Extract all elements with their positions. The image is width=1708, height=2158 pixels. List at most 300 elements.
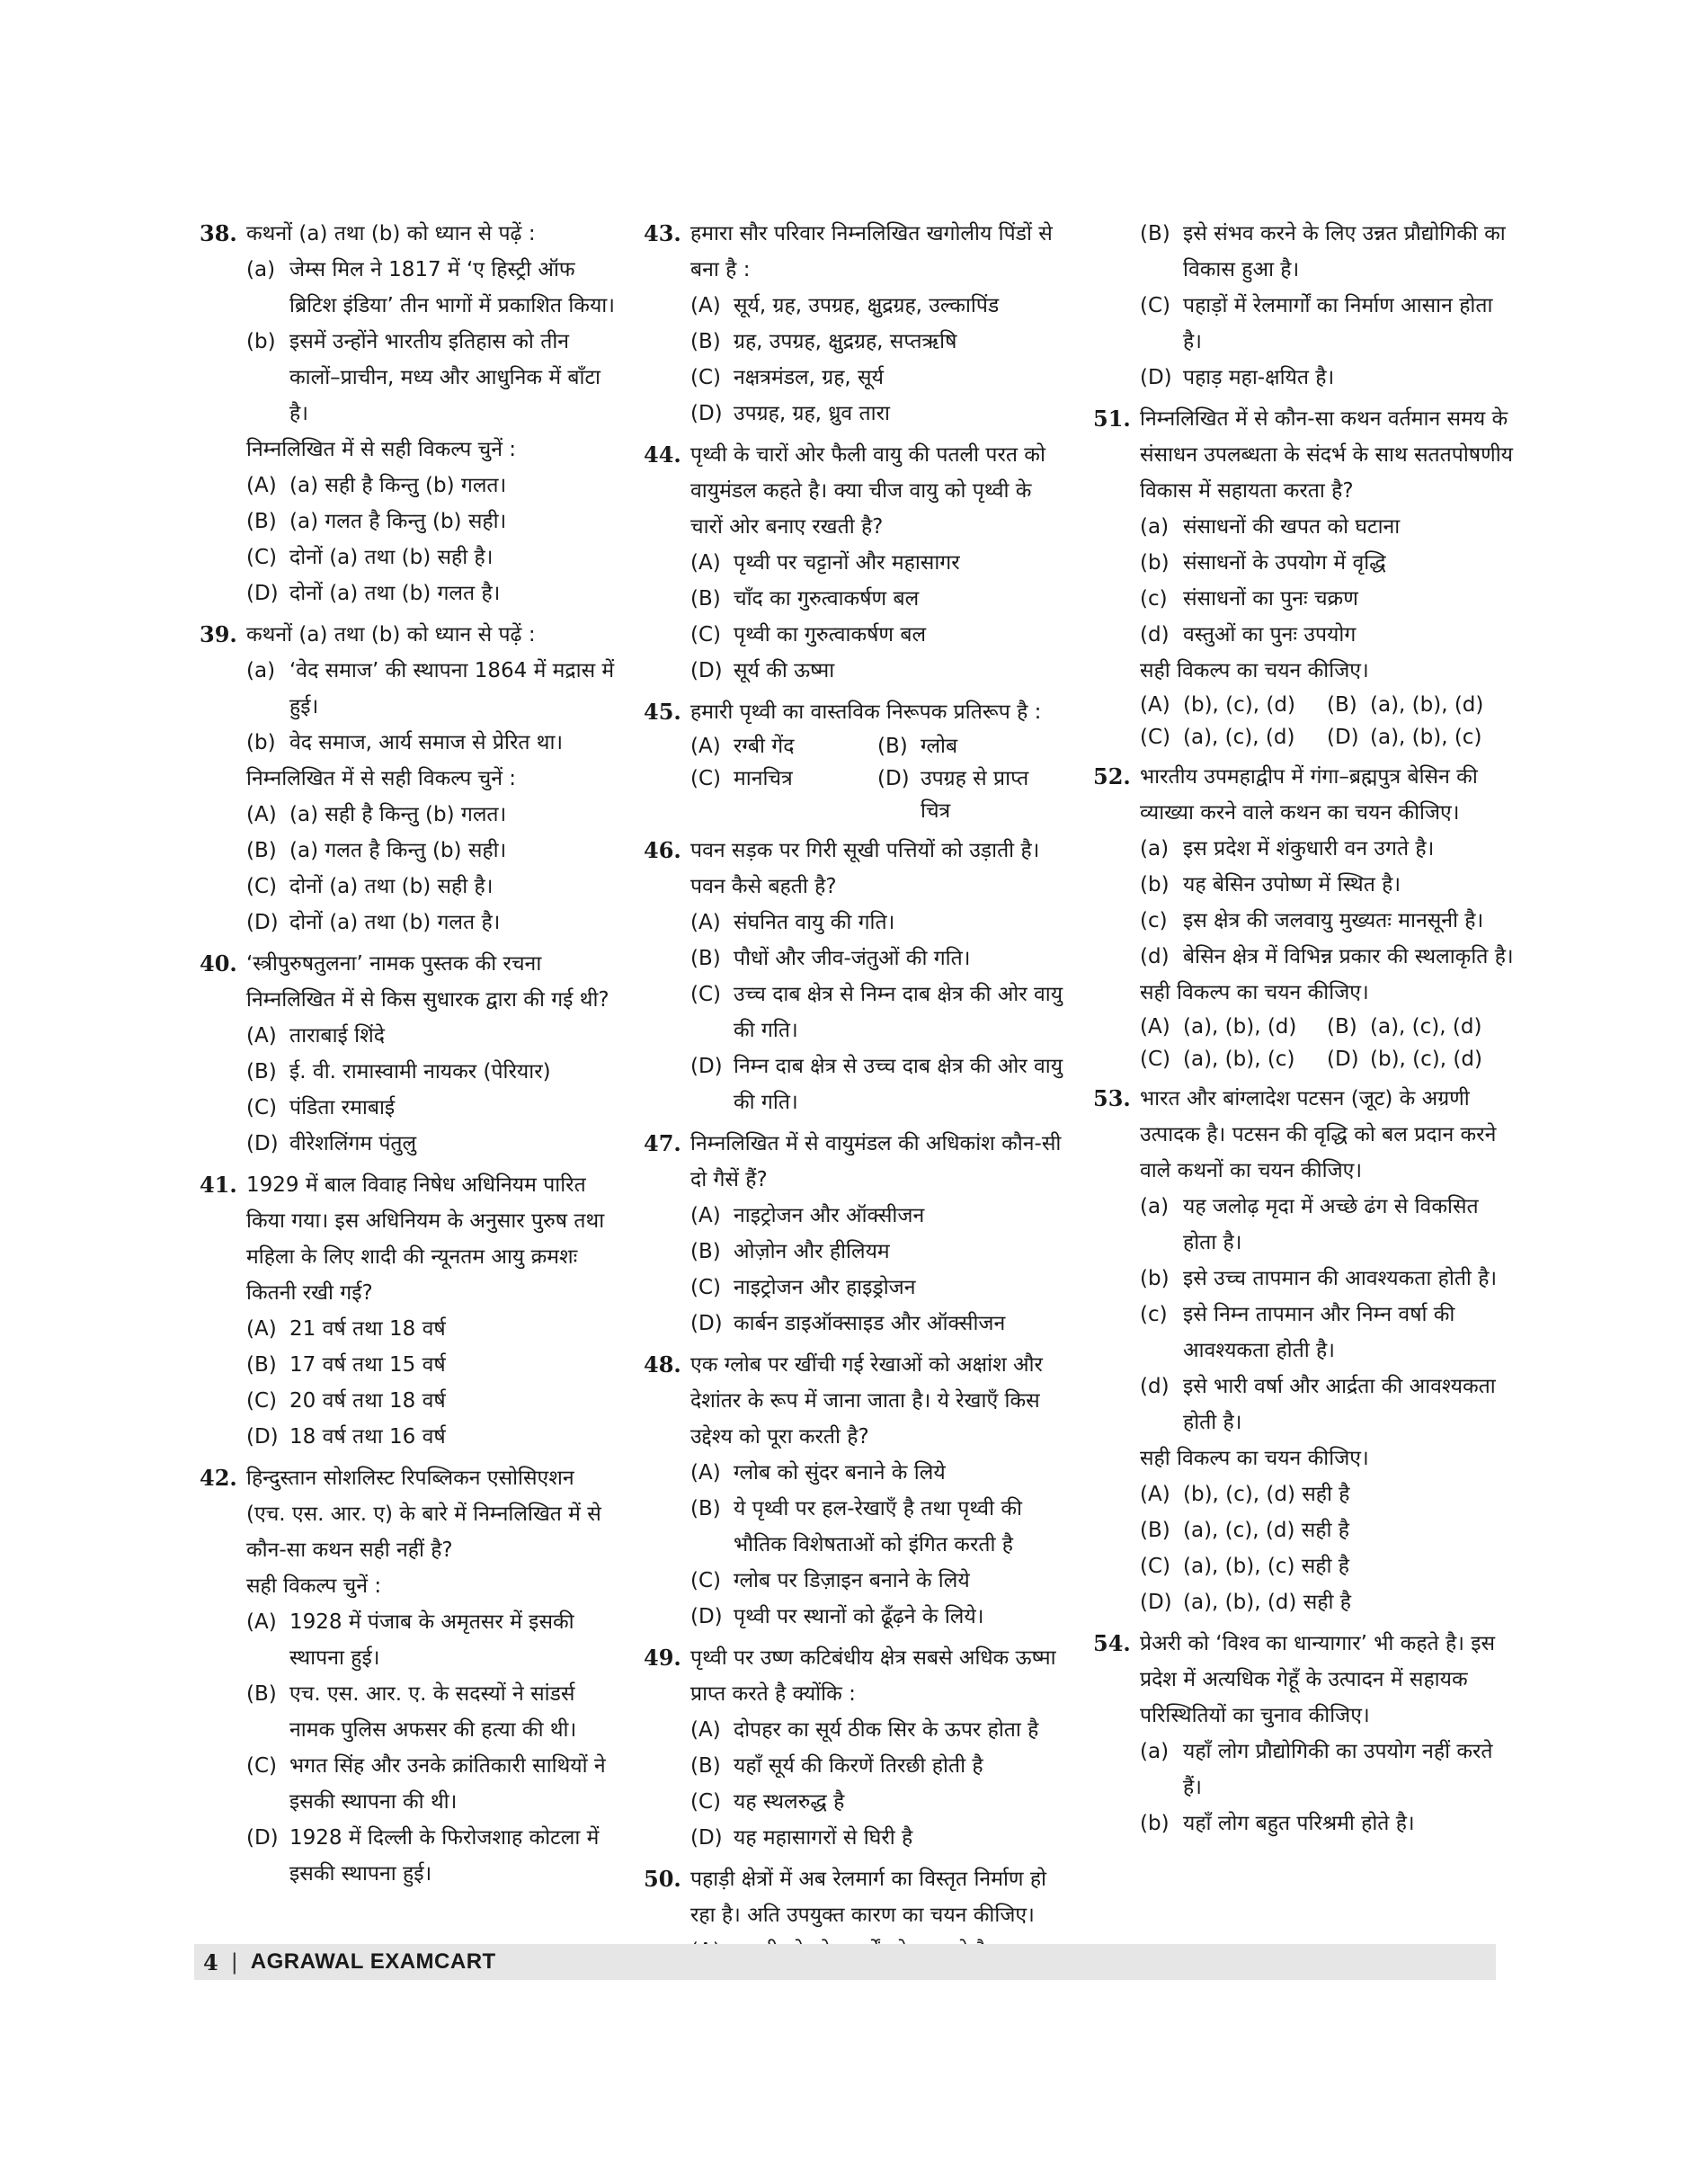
statement-label: (b) <box>246 731 276 754</box>
option-text: ग्लोब <box>921 735 958 758</box>
instruction: सही विकल्प का चयन कीजिए। <box>1140 1447 1369 1470</box>
column-1 <box>200 216 615 1897</box>
question-47 <box>644 1126 1064 1342</box>
option <box>690 617 1064 653</box>
option-text: 1928 में दिल्ली के फिरोजशाह कोटला में इसकी स्थापना हुई। <box>289 1826 600 1886</box>
option-label: (A) <box>690 735 721 758</box>
option-text: पृथ्वी पर चट्टानों और महासागर <box>734 551 960 575</box>
question-42 <box>200 1460 615 1892</box>
option <box>1140 1011 1327 1043</box>
question-text: पृथ्वी पर उष्ण कटिबंधीय क्षेत्र सबसे अधिक ऊष्मा प्राप्त करते है क्योंकि : <box>690 1646 1056 1706</box>
question-text: निम्नलिखित में से वायुमंडल की अधिकांश कौन-सी दो गैसें हैं? <box>690 1132 1062 1191</box>
option-text: (a), (b), (d) <box>1370 693 1484 717</box>
option-label: (C) <box>690 623 722 647</box>
option-label: (A) <box>690 1718 721 1742</box>
statement-text: ‘वेद समाज’ की स्थापना 1864 में मद्रास में हुई। <box>289 659 615 718</box>
option-text: 21 वर्ष तथा 18 वर्ष <box>289 1317 446 1341</box>
option <box>690 1198 1064 1234</box>
option <box>690 581 1064 617</box>
brand-logo-text: AGRAWAL EXAMCART <box>250 1949 496 1974</box>
option-label: (A) <box>1140 1483 1170 1506</box>
option-text: दोनों (a) तथा (b) सही है। <box>289 875 494 898</box>
option-label: (C) <box>246 1389 278 1413</box>
option <box>877 762 1064 827</box>
option-label: (B) <box>690 1240 721 1263</box>
question-54 <box>1093 1626 1514 1841</box>
option-label: (A) <box>690 911 721 934</box>
question-46 <box>644 833 1064 1120</box>
option-text: निम्न दाब क्षेत्र से उच्च दाब क्षेत्र की ओर वायु की गति। <box>734 1055 1063 1114</box>
option-text: दोपहर का सूर्य ठीक सिर के ऊपर होता है <box>734 1718 1039 1742</box>
option <box>246 1383 615 1419</box>
option-label: (B) <box>1327 693 1357 717</box>
question-number: 43. <box>644 220 681 246</box>
statement-label: (b) <box>1140 1267 1170 1290</box>
option <box>1140 1512 1514 1548</box>
option <box>246 1126 615 1162</box>
option-text: यहाँ सूर्य की किरणें तिरछी होती है <box>734 1754 983 1778</box>
statement <box>1140 903 1514 939</box>
option-label: (D) <box>246 582 279 605</box>
option-text: ये पृथ्वी पर हल-रेखाएँ है तथा पृथ्वी की भौतिक विशेषताओं को इंगित करती है <box>734 1497 1022 1556</box>
statement-label: (a) <box>1140 1195 1170 1218</box>
statement <box>1140 1734 1514 1806</box>
option-label: (C) <box>690 983 722 1006</box>
statement-text: संसाधनों का पुनः चक्रण <box>1183 587 1358 611</box>
option-label: (B) <box>877 735 908 758</box>
option-text: (a), (c), (d) <box>1183 726 1295 749</box>
option <box>246 1347 615 1383</box>
question-51 <box>1093 401 1514 754</box>
option-label: (B) <box>246 839 277 862</box>
option-text: पृथ्वी का गुरुत्वाकर्षण बल <box>734 623 927 647</box>
options-grid <box>690 730 1064 827</box>
question-text: कथनों (a) तथा (b) को ध्यान से पढ़ें : <box>246 222 536 245</box>
option-label: (A) <box>1140 693 1170 717</box>
option-label: (D) <box>690 1605 723 1628</box>
column-3 <box>1093 216 1514 1847</box>
option-text: नाइट्रोजन और हाइड्रोजन <box>734 1276 916 1299</box>
statement-label: (a) <box>1140 837 1170 861</box>
option <box>1140 1584 1514 1620</box>
option-label: (D) <box>246 1425 279 1449</box>
option-label: (A) <box>690 551 721 575</box>
statement-text: इसे भारी वर्षा और आर्द्रता की आवश्यकता होती है। <box>1183 1375 1496 1434</box>
statement-text: इस प्रदेश में शंकुधारी वन उगते है। <box>1183 837 1435 861</box>
statement-text: बेसिन क्षेत्र में विभिन्न प्रकार की स्थलाकृति है। <box>1183 945 1514 968</box>
option <box>690 730 877 762</box>
option-text: कार्बन डाइऑक्साइड और ऑक्सीजन <box>734 1312 1006 1335</box>
question-number: 40. <box>200 950 237 976</box>
option <box>246 540 615 575</box>
option <box>690 1306 1064 1342</box>
option-text: उपग्रह, ग्रह, ध्रुव तारा <box>734 402 890 425</box>
option <box>246 797 615 833</box>
option <box>1140 721 1327 754</box>
option <box>246 1820 615 1892</box>
option-text: इसे संभव करने के लिए उन्नत प्रौद्योगिकी का विकास हुआ है। <box>1183 222 1506 281</box>
question-text: कथनों (a) तथा (b) को ध्यान से पढ़ें : <box>246 623 536 647</box>
question-38 <box>200 216 615 611</box>
statement-text: यह जलोढ़ मृदा में अच्छे ढंग से विकसित होता है। <box>1183 1195 1479 1254</box>
option <box>246 575 615 611</box>
option <box>690 1491 1064 1563</box>
option <box>690 1820 1064 1856</box>
option-label: (D) <box>1327 726 1359 749</box>
instruction: निम्नलिखित में से सही विकल्प चुनें : <box>246 438 517 461</box>
option-label: (B) <box>246 1060 277 1083</box>
option-label: (C) <box>690 1569 722 1592</box>
option <box>1327 1043 1514 1075</box>
question-number: 47. <box>644 1130 681 1156</box>
option-label: (C) <box>246 1096 278 1119</box>
statement <box>1140 1369 1514 1440</box>
statement-text: इस क्षेत्र की जलवायु मुख्यतः मानसूनी है। <box>1183 909 1484 932</box>
option-label: (A) <box>246 1317 277 1341</box>
option <box>690 324 1064 360</box>
option-label: (B) <box>690 1754 721 1778</box>
option-label: (D) <box>1140 1591 1172 1614</box>
option-label: (C) <box>690 1790 722 1814</box>
option-text: ताराबाई शिंदे <box>289 1024 385 1048</box>
statement <box>1140 545 1514 581</box>
question-text: एक ग्लोब पर खींची गई रेखाओं को अक्षांश और देशांतर के रूप में जाना जाता है। ये रेखाएँ किस उद्देश्य को पूरा करती है? <box>690 1353 1043 1449</box>
option-text: ओज़ोन और हीलियम <box>734 1240 890 1263</box>
option-text: पौधों और जीव-जंतुओं की गति। <box>734 947 971 970</box>
instruction: सही विकल्प का चयन कीजिए। <box>1140 981 1369 1004</box>
option <box>246 1604 615 1676</box>
option <box>246 1419 615 1455</box>
column-2 <box>644 216 1064 1975</box>
option-text: मानचित्र <box>734 767 793 790</box>
statement <box>1140 1189 1514 1261</box>
option-label: (A) <box>690 294 721 317</box>
question-number: 38. <box>200 220 237 246</box>
question-45 <box>644 694 1064 827</box>
option-label: (D) <box>690 1312 723 1335</box>
option-label: (D) <box>1140 366 1172 389</box>
option-text: वीरेशलिंगम पंतुलु <box>289 1132 417 1155</box>
page-footer <box>194 1944 1496 1980</box>
question-text: भारत और बांग्लादेश पटसन (जूट) के अग्रणी उत्पादक है। पटसन की वृद्धि को बल प्रदान करने वाले कथनों का चयन कीजिए। <box>1140 1087 1497 1182</box>
question-text: हमारा सौर परिवार निम्नलिखित खगोलीय पिंडों से बना है : <box>690 222 1053 281</box>
option-label: (C) <box>246 875 278 898</box>
statement <box>1140 581 1514 617</box>
option-text: ई. वी. रामास्वामी नायकर (पेरियार) <box>289 1060 551 1083</box>
option-label: (D) <box>246 1826 279 1850</box>
option-text: दोनों (a) तथा (b) गलत है। <box>289 911 501 934</box>
statement-text: यह बेसिन उपोष्ण में स्थित है। <box>1183 873 1401 896</box>
option-text: पहाड़ महा-क्षयित है। <box>1183 366 1335 389</box>
option <box>246 1676 615 1748</box>
option-text: दोनों (a) तथा (b) गलत है। <box>289 582 501 605</box>
statement-label: (d) <box>1140 945 1170 968</box>
option <box>690 762 877 827</box>
option-text: (a), (b), (c) सही है <box>1183 1555 1349 1578</box>
option-label: (C) <box>1140 726 1171 749</box>
statement-label: (b) <box>246 330 276 353</box>
question-text: पहाड़ी क्षेत्रों में अब रेलमार्ग का विस्तृत निर्माण हो रहा है। अति उपयुक्त कारण का चयन कीजिए। <box>690 1868 1047 1927</box>
statement-text: वेद समाज, आर्य समाज से प्रेरित था। <box>289 731 564 754</box>
option <box>1140 360 1514 396</box>
option-label: (C) <box>690 1276 722 1299</box>
question-text: हिन्दुस्तान सोशलिस्ट रिपब्लिकन एसोसिएशन (एच. एस. आर. ए) के बारे में निम्नलिखित में से कौन-सा कथन सही नहीं है? <box>246 1467 601 1562</box>
option-label: (A) <box>690 1204 721 1227</box>
statement <box>246 653 615 725</box>
question-text: प्रेअरी को ‘विश्व का धान्यागार’ भी कहते है। इस प्रदेश में अत्यधिक गेहूँ के उत्पादन में सहायक परिस्थितियों का चुनाव कीजिए। <box>1140 1632 1496 1727</box>
instruction: निम्नलिखित में से सही विकल्प चुनें : <box>246 767 517 790</box>
option-label: (B) <box>1140 1519 1170 1542</box>
option <box>690 1748 1064 1784</box>
statement-label: (b) <box>1140 873 1170 896</box>
question-43 <box>644 216 1064 432</box>
option <box>690 545 1064 581</box>
option-text: 20 वर्ष तथा 18 वर्ष <box>289 1389 446 1413</box>
instruction: सही विकल्प का चयन कीजिए। <box>1140 659 1369 682</box>
option <box>1140 1476 1514 1512</box>
option-text: (a) गलत है किन्तु (b) सही। <box>289 510 507 533</box>
option-label: (A) <box>1140 1015 1170 1039</box>
statement-text: संसाधनों के उपयोग में वृद्धि <box>1183 551 1386 575</box>
options-grid <box>1140 1011 1514 1075</box>
statement-text: संसाधनों की खपत को घटाना <box>1183 515 1401 539</box>
question-number: 42. <box>200 1465 237 1491</box>
statement <box>246 324 615 432</box>
option <box>1140 689 1327 721</box>
option <box>690 360 1064 396</box>
option <box>1140 1043 1327 1075</box>
option <box>690 941 1064 976</box>
option-text: 18 वर्ष तथा 16 वर्ष <box>289 1425 446 1449</box>
question-text: पवन सड़क पर गिरी सूखी पत्तियों को उड़ाती है। पवन कैसे बहती है? <box>690 839 1040 898</box>
option-text: उच्च दाब क्षेत्र से निम्न दाब क्षेत्र की ओर वायु की गति। <box>734 983 1063 1042</box>
option-text: (b), (c), (d) <box>1183 693 1295 717</box>
option-label: (A) <box>690 1461 721 1485</box>
option-label: (B) <box>1327 1015 1357 1039</box>
option-text: ग्लोब पर डिज़ाइन बनाने के लिये <box>734 1569 970 1592</box>
statement-text: वस्तुओं का पुनः उपयोग <box>1183 623 1357 647</box>
option-text: (b), (c), (d) <box>1370 1048 1482 1071</box>
statement-label: (c) <box>1140 587 1168 611</box>
question-text: 1929 में बाल विवाह निषेध अधिनियम पारित किया गया। इस अधिनियम के अनुसार पुरुष तथा महिला के लिए शादी की न्यूनतम आयु क्रमशः कितनी रखी गई? <box>246 1173 605 1305</box>
question-52 <box>1093 759 1514 1075</box>
question-text: पृथ्वी के चारों ओर फैली वायु की पतली परत को वायुमंडल कहते है। क्या चीज वायु को पृथ्वी के चारों ओर बनाए रखती है? <box>690 443 1045 539</box>
statement-label: (d) <box>1140 623 1170 647</box>
question-50-continued <box>1140 216 1514 396</box>
statement-label: (a) <box>1140 515 1170 539</box>
instruction: सही विकल्प चुनें : <box>246 1574 382 1598</box>
option-text: चाँद का गुरुत्वाकर्षण बल <box>734 587 920 611</box>
option-text: ग्लोब को सुंदर बनाने के लिये <box>734 1461 946 1485</box>
option <box>246 1311 615 1347</box>
option <box>690 976 1064 1048</box>
statement-label: (a) <box>246 258 276 281</box>
option <box>246 1018 615 1054</box>
question-41 <box>200 1167 615 1455</box>
option <box>690 1563 1064 1599</box>
option <box>1140 216 1514 288</box>
option-label: (B) <box>690 330 721 353</box>
option-label: (B) <box>246 1682 277 1706</box>
option <box>246 504 615 540</box>
statement <box>246 725 615 761</box>
statement-text: यहाँ लोग बहुत परिश्रमी होते है। <box>1183 1812 1415 1835</box>
option-label: (C) <box>1140 1048 1171 1071</box>
options-grid <box>1140 689 1514 754</box>
option-label: (C) <box>1140 294 1171 317</box>
statement <box>1140 617 1514 653</box>
statement <box>1140 509 1514 545</box>
option <box>1140 288 1514 360</box>
option-text: (a) सही है किन्तु (b) गलत। <box>289 803 507 826</box>
question-number: 49. <box>644 1645 681 1671</box>
option <box>690 905 1064 941</box>
statement-label: (a) <box>1140 1740 1170 1763</box>
option <box>1327 1011 1514 1043</box>
option-text: उपग्रह से प्राप्त चित्र <box>921 767 1029 823</box>
option <box>690 396 1064 432</box>
option-label: (A) <box>246 803 277 826</box>
statement <box>1140 939 1514 975</box>
option <box>690 1712 1064 1748</box>
option <box>690 1599 1064 1635</box>
option-text: नाइट्रोजन और ऑक्सीजन <box>734 1204 925 1227</box>
question-number: 52. <box>1093 763 1131 789</box>
question-40 <box>200 946 615 1162</box>
option-label: (C) <box>246 1754 278 1778</box>
option-label: (A) <box>246 1610 277 1634</box>
question-number: 39. <box>200 621 237 647</box>
question-number: 41. <box>200 1172 237 1198</box>
statement-label: (a) <box>246 659 276 682</box>
footer-separator: | <box>230 1949 238 1975</box>
option-label: (D) <box>690 402 723 425</box>
option <box>246 869 615 905</box>
statement <box>1140 1806 1514 1841</box>
option-text: सूर्य, ग्रह, उपग्रह, क्षुद्रग्रह, उल्कापिंड <box>734 294 1000 317</box>
option-text: नक्षत्रमंडल, ग्रह, सूर्य <box>734 366 884 389</box>
statement-text: जेम्स मिल ने 1817 में ‘ए हिस्ट्री ऑफ ब्रिटिश इंडिया’ तीन भागों में प्रकाशित किया। <box>289 258 615 317</box>
option-text: (a), (b), (c) <box>1183 1048 1295 1071</box>
option-label: (C) <box>1140 1555 1171 1578</box>
option-text: (a), (b), (d) सही है <box>1183 1591 1351 1614</box>
option-text: संघनित वायु की गति। <box>734 911 895 934</box>
option-label: (C) <box>690 767 722 790</box>
option <box>690 288 1064 324</box>
statement <box>1140 831 1514 867</box>
page-number: 4 <box>203 1948 218 1975</box>
option <box>690 1048 1064 1120</box>
statement-label: (c) <box>1140 1303 1168 1326</box>
statement <box>1140 867 1514 903</box>
option-text: यह महासागरों से घिरी है <box>734 1826 913 1850</box>
option-text: 1928 में पंजाब के अमृतसर में इसकी स्थापना हुई। <box>289 1610 574 1670</box>
question-number: 50. <box>644 1866 681 1892</box>
option <box>690 1784 1064 1820</box>
option-label: (B) <box>246 510 277 533</box>
option <box>1327 721 1514 754</box>
option-label: (D) <box>690 1055 723 1078</box>
question-49 <box>644 1640 1064 1856</box>
option <box>246 1054 615 1090</box>
statement <box>246 252 615 324</box>
option-text: (a), (c), (d) सही है <box>1183 1519 1349 1542</box>
option <box>246 833 615 869</box>
statement-text: यहाँ लोग प्रौद्योगिकी का उपयोग नहीं करते हैं। <box>1183 1740 1493 1799</box>
option <box>690 1234 1064 1270</box>
option-text: (a), (c), (d) <box>1370 1015 1482 1039</box>
question-number: 53. <box>1093 1085 1131 1111</box>
question-53 <box>1093 1081 1514 1620</box>
option-text: पृथ्वी पर स्थानों को ढूँढ़ने के लिये। <box>734 1605 984 1628</box>
question-text: भारतीय उपमहाद्वीप में गंगा–ब्रह्मपुत्र बेसिन की व्याख्या करने वाले कथन का चयन कीजिए। <box>1140 765 1478 825</box>
option-label: (D) <box>1327 1048 1359 1071</box>
option-text: दोनों (a) तथा (b) सही है। <box>289 546 494 569</box>
option-label: (D) <box>877 767 910 790</box>
statement-text: इसे उच्च तापमान की आवश्यकता होती है। <box>1183 1267 1498 1290</box>
option-text: सूर्य की ऊष्मा <box>734 659 835 682</box>
question-39 <box>200 617 615 941</box>
option <box>877 730 1064 762</box>
option <box>1327 689 1514 721</box>
statement-label: (b) <box>1140 551 1170 575</box>
option-text: (a), (b), (c) <box>1370 726 1482 749</box>
option <box>246 468 615 504</box>
option-text: (b), (c), (d) सही है <box>1183 1483 1350 1506</box>
option <box>246 1748 615 1820</box>
statement-label: (c) <box>1140 909 1168 932</box>
option-label: (B) <box>690 587 721 611</box>
question-number: 45. <box>644 699 681 725</box>
statement <box>1140 1297 1514 1369</box>
option-label: (C) <box>246 546 278 569</box>
question-44 <box>644 437 1064 689</box>
option <box>690 1270 1064 1306</box>
option-label: (B) <box>690 947 721 970</box>
option-label: (A) <box>246 474 277 497</box>
option-text: भगत सिंह और उनके क्रांतिकारी साथियों ने इसकी स्थापना की थी। <box>289 1754 606 1814</box>
statement-label: (b) <box>1140 1812 1170 1835</box>
option-text: (a) सही है किन्तु (b) गलत। <box>289 474 507 497</box>
option <box>246 905 615 941</box>
statement-text: इसे निम्न तापमान और निम्न वर्षा की आवश्यकता होती है। <box>1183 1303 1455 1362</box>
option-label: (D) <box>690 1826 723 1850</box>
option-label: (B) <box>690 1497 721 1520</box>
question-number: 46. <box>644 837 681 863</box>
question-text: ‘स्त्रीपुरुषतुलना’ नामक पुस्तक की रचना निम्नलिखित में से किस सुधारक द्वारा की गई थी? <box>246 952 609 1012</box>
option-label: (B) <box>246 1353 277 1377</box>
option-label: (B) <box>1140 222 1170 245</box>
question-number: 44. <box>644 441 681 468</box>
option <box>246 1090 615 1126</box>
option-text: रग्बी गेंद <box>734 735 795 758</box>
statement <box>1140 1261 1514 1297</box>
option-text: ग्रह, उपग्रह, क्षुद्रग्रह, सप्तऋषि <box>734 330 957 353</box>
question-text: निम्नलिखित में से कौन-सा कथन वर्तमान समय के संसाधन उपलब्धता के संदर्भ के साथ सततपोषणीय विकास में सहायता करता है? <box>1140 407 1513 503</box>
question-48 <box>644 1347 1064 1635</box>
option-text: पहाड़ों में रेलमार्गों का निर्माण आसान होता है। <box>1183 294 1493 353</box>
option <box>690 653 1064 689</box>
question-text: हमारी पृथ्वी का वास्तविक निरूपक प्रतिरूप है : <box>690 700 1042 724</box>
option <box>1140 1548 1514 1584</box>
option <box>690 1455 1064 1491</box>
option-label: (C) <box>690 366 722 389</box>
option-label: (A) <box>246 1024 277 1048</box>
question-number: 51. <box>1093 406 1131 432</box>
option-text: (a), (b), (d) <box>1183 1015 1297 1039</box>
option-text: 17 वर्ष तथा 15 वर्ष <box>289 1353 446 1377</box>
statement-text: इसमें उन्होंने भारतीय इतिहास को तीन कालों–प्राचीन, मध्य और आधुनिक में बाँटा है। <box>289 330 601 425</box>
